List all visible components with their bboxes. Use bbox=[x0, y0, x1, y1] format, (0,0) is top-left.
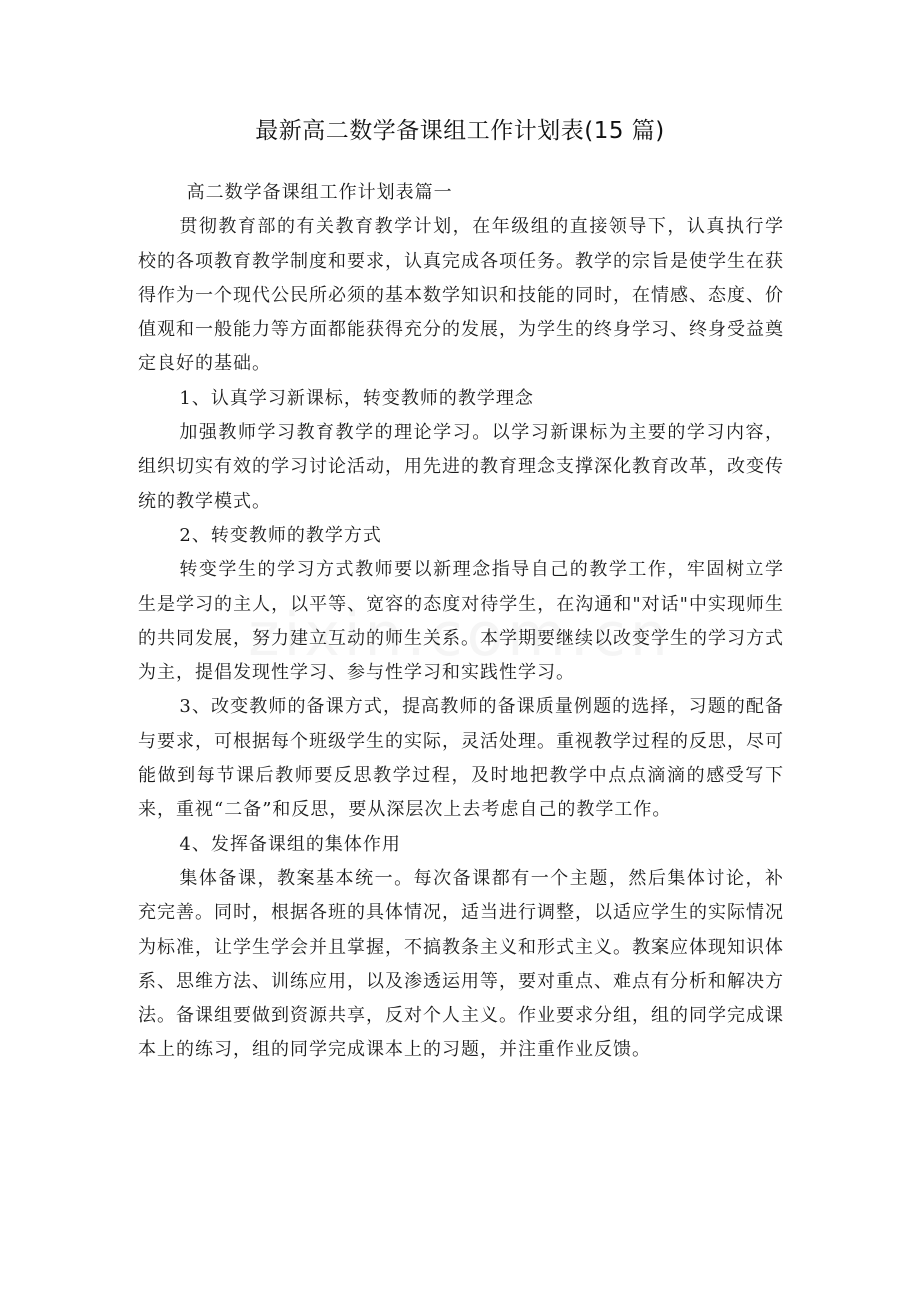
document-title: 最新高二数学备课组工作计划表(15 篇) bbox=[255, 118, 665, 144]
section-heading: 高二数学备课组工作计划表篇一 bbox=[186, 182, 453, 203]
paragraph: 2、转变教师的教学方式 bbox=[179, 524, 382, 546]
paragraph: 转变学生的学习方式教师要以新理念指导自己的教学工作，牢固树立学生是学习的主人，以平等、宽容的态度对待学生，在沟通和"对话"中实现师生的共同发展，努力建立互动的师生关系。本学期要继续以改变学生的学习方式为主，提倡发现性学习、参与性学习和实践性学习。 bbox=[138, 559, 784, 684]
paragraph: 3、改变教师的备课方式，提高教师的备课质量例题的选择，习题的配备与要求，可根据每个班级学生的实际，灵活处理。重视教学过程的反思，尽可能做到每节课后教师要反思教学过程，及时地把教学中点点滴滴的感受写下来，重视“二备”和反思，要从深层次上去考虑自己的教学工作。 bbox=[138, 696, 784, 821]
paragraph: 1、认真学习新课标，转变教师的教学理念 bbox=[179, 387, 534, 409]
paragraph: 贯彻教育部的有关教育教学计划，在年级组的直接领导下，认真执行学校的各项教育教学制度和要求，认真完成各项任务。教学的宗旨是使学生在获得作为一个现代公民所必须的基本数学知识和技能的同时，在情感、态度、价值观和一般能力等方面都能获得充分的发展，为学生的终身学习、终身受益奠定良好的基础。 bbox=[138, 216, 784, 375]
document-body bbox=[138, 176, 784, 1068]
paragraph: 集体备课，教案基本统一。每次备课都有一个主题，然后集体讨论，补充完善。同时，根据各班的具体情况，适当进行调整，以适应学生的实际情况为标准，让学生学会并且掌握，不搞教条主义和形式主义。教案应体现知识体系、思维方法、训练应用，以及渗透运用等，要对重点、难点有分析和解决方法。备课组要做到资源共享，反对个人主义。作业要求分组，组的同学完成课本上的练习，组的同学完成课本上的习题，并注重作业反馈。 bbox=[138, 867, 784, 1061]
paragraph: 4、发挥备课组的集体作用 bbox=[179, 833, 401, 855]
paragraph: 加强教师学习教育教学的理论学习。以学习新课标为主要的学习内容，组织切实有效的学习讨论活动，用先进的教育理念支撑深化教育改革，改变传统的教学模式。 bbox=[138, 422, 784, 512]
